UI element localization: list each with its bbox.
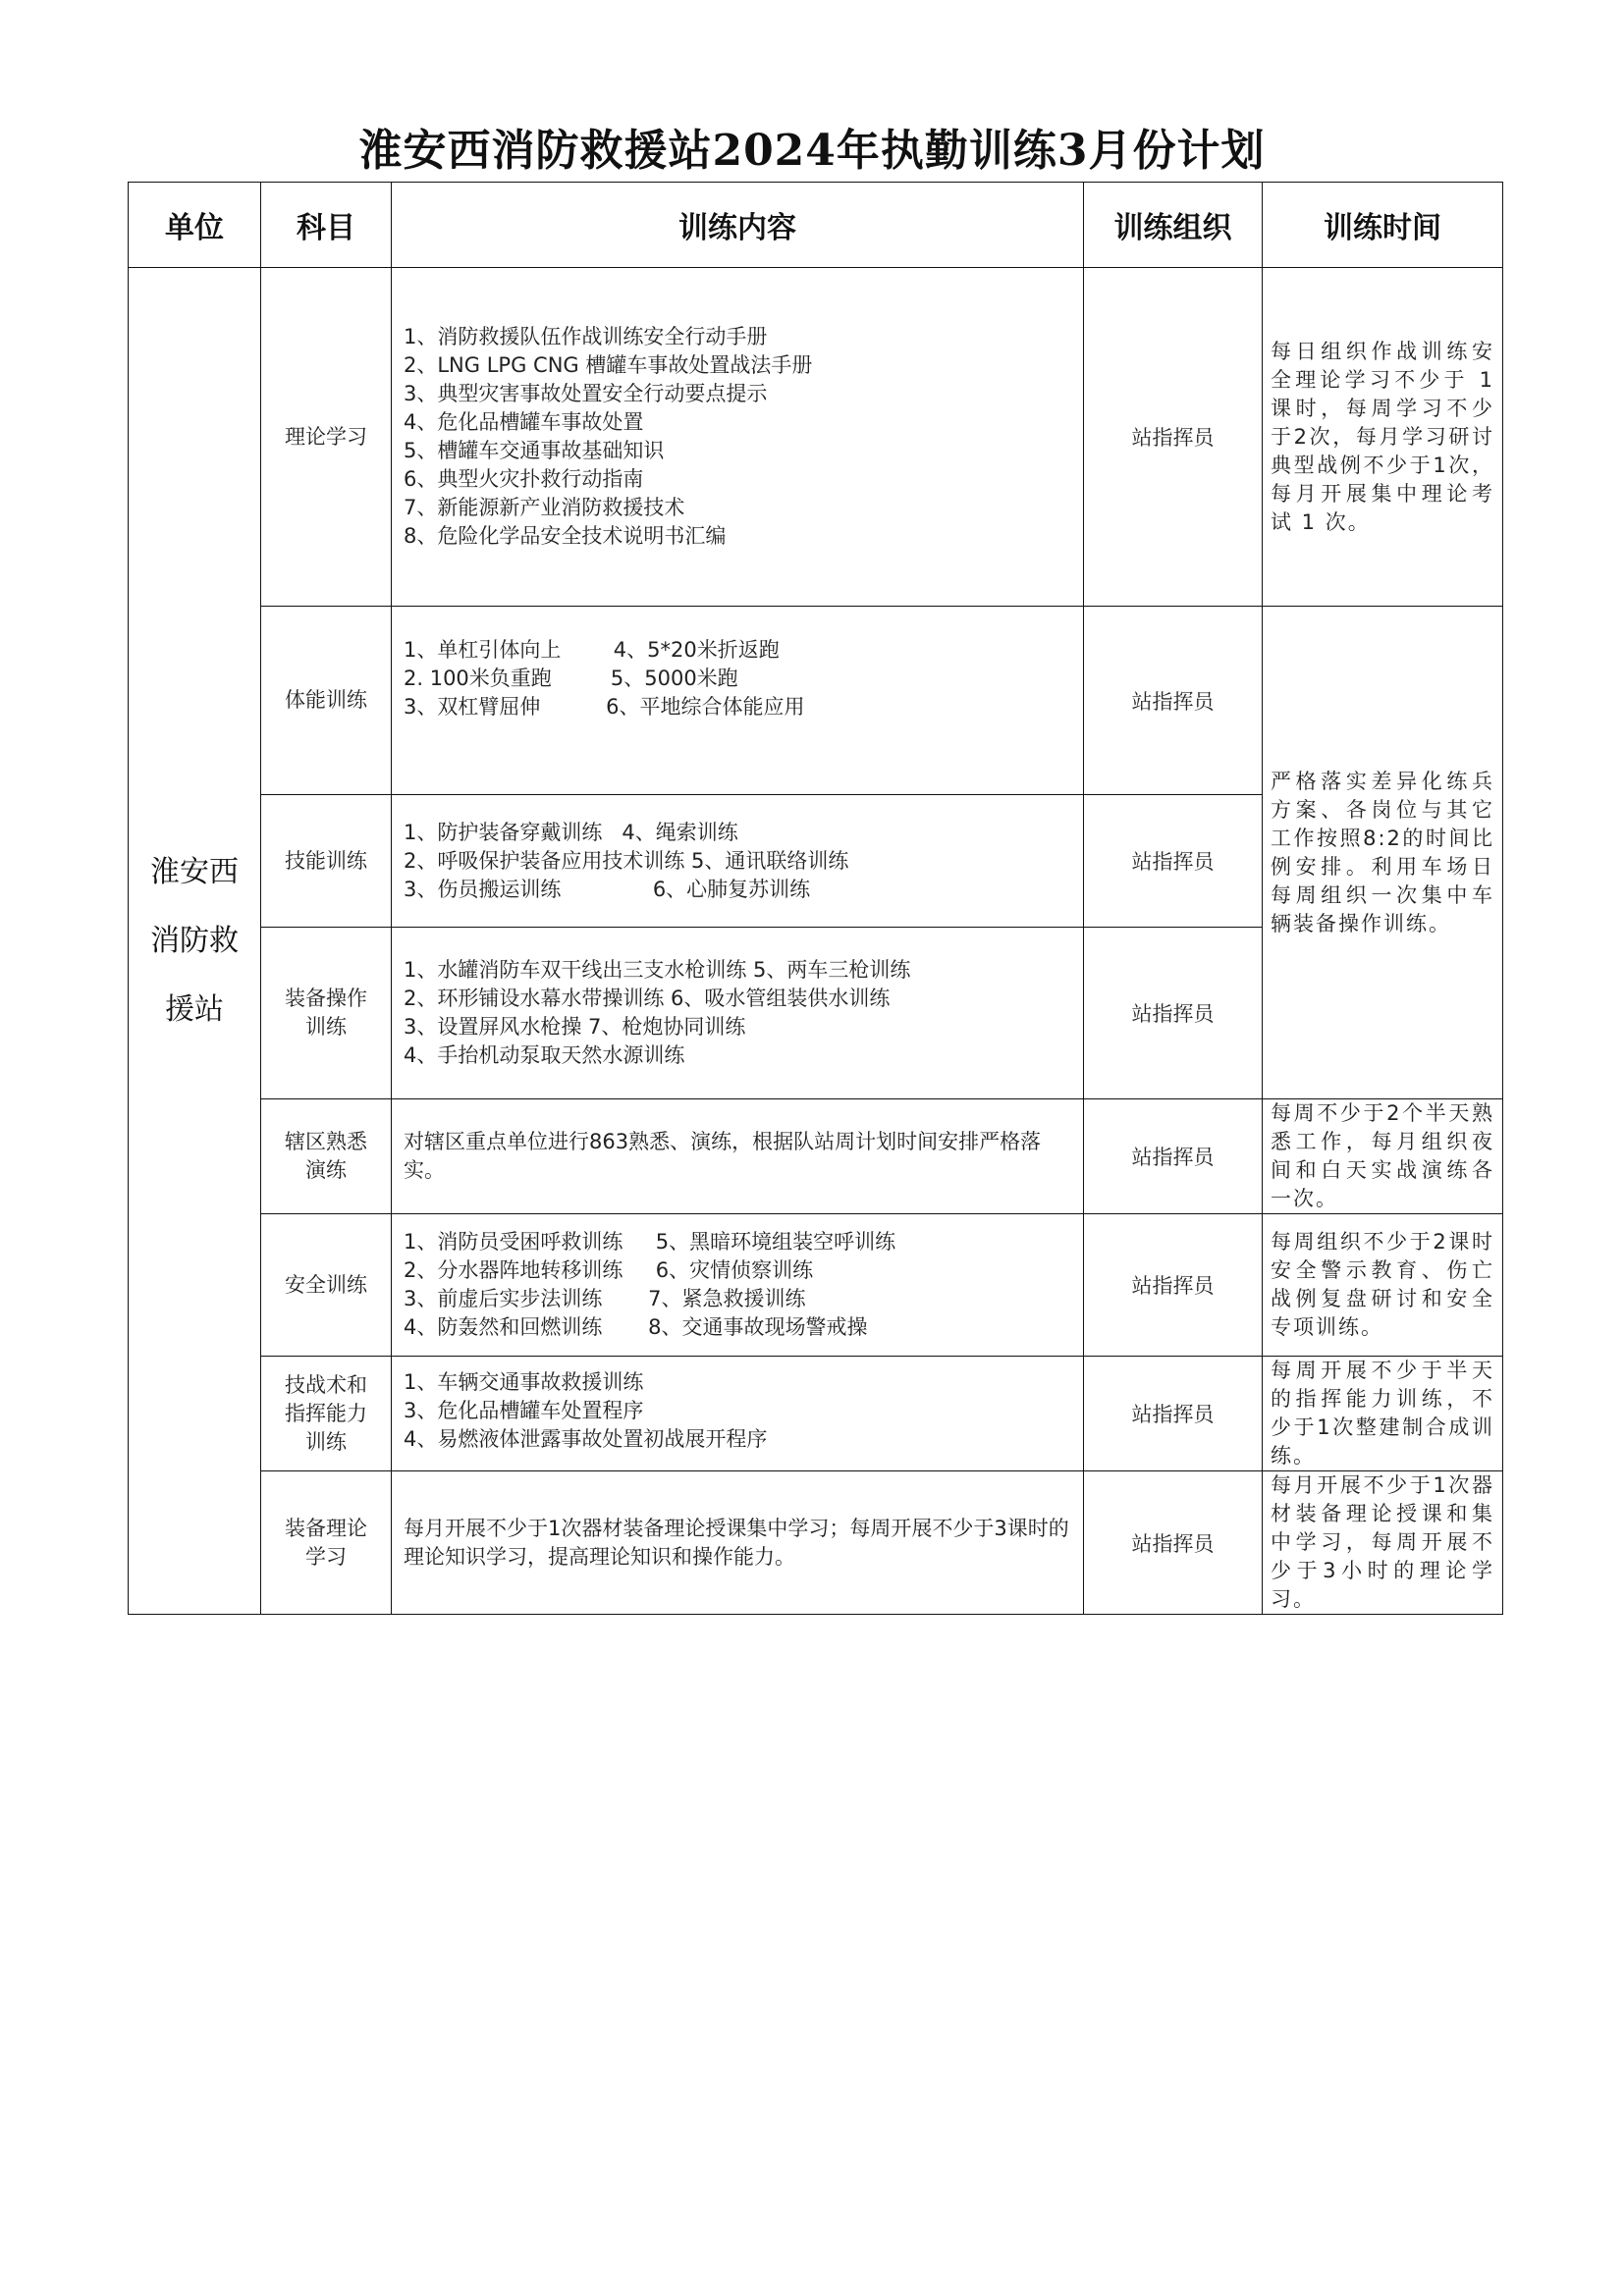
subject-cell bbox=[261, 1357, 392, 1471]
content-line: 对辖区重点单位进行863熟悉、演练，根据队站周计划时间安排严格落实。 bbox=[404, 1130, 1042, 1182]
subject-cell: 安全训练 bbox=[261, 1214, 392, 1357]
unit-cell bbox=[129, 268, 261, 1615]
content-cell bbox=[392, 1357, 1084, 1471]
content-line: 1、车辆交通事故救援训练 bbox=[404, 1370, 644, 1394]
content-line: 2、LNG LPG CNG 槽罐车事故处置战法手册 bbox=[404, 353, 813, 377]
header-time: 训练时间 bbox=[1263, 183, 1503, 268]
subject-label: 装备操作训练 bbox=[285, 987, 367, 1039]
content-line: 1、消防员受困呼救训练 5、黑暗环境组装空呼训练 bbox=[404, 1230, 896, 1254]
subject-cell: 技能训练 bbox=[261, 795, 392, 928]
content-line: 2、呼吸保护装备应用技术训练 5、通讯联络训练 bbox=[404, 848, 849, 873]
content-line: 3、双杠臂屈伸 6、平地综合体能应用 bbox=[404, 695, 805, 719]
table-row bbox=[129, 1357, 1503, 1471]
organization-cell: 站指挥员 bbox=[1084, 1214, 1263, 1357]
subject-cell bbox=[261, 1099, 392, 1214]
table-row bbox=[129, 1471, 1503, 1615]
content-cell bbox=[392, 268, 1084, 607]
content-line: 4、防轰然和回燃训练 8、交通事故现场警戒操 bbox=[404, 1315, 868, 1339]
content-line: 3、伤员搬运训练 6、心肺复苏训练 bbox=[404, 877, 811, 901]
header-content: 训练内容 bbox=[392, 183, 1084, 268]
content-line: 1、消防救援队伍作战训练安全行动手册 bbox=[404, 325, 768, 348]
organization-cell: 站指挥员 bbox=[1084, 1471, 1263, 1615]
content-line: 8、危险化学品安全技术说明书汇编 bbox=[404, 524, 727, 548]
document-title: 淮安西消防救援站2024年执勤训练3月份计划 bbox=[358, 126, 1266, 176]
content-line: 1、防护装备穿戴训练 4、绳索训练 bbox=[404, 820, 738, 844]
content-line: 4、危化品槽罐车事故处置 bbox=[404, 410, 644, 434]
subject-label: 技战术和指挥能力训练 bbox=[285, 1372, 367, 1454]
content-line: 3、典型灾害事故处置安全行动要点提示 bbox=[404, 382, 768, 405]
content-line: 4、手抬机动泵取天然水源训练 bbox=[404, 1043, 685, 1067]
subject-cell bbox=[261, 928, 392, 1099]
subject-cell: 体能训练 bbox=[261, 607, 392, 795]
training-plan-table bbox=[128, 182, 1503, 1615]
table-row bbox=[129, 607, 1503, 795]
unit-line: 消防救 bbox=[150, 923, 239, 958]
unit-line: 援站 bbox=[165, 991, 224, 1027]
content-cell bbox=[392, 795, 1084, 928]
time-cell: 每月开展不少于1次器材装备理论授课和集中学习，每周开展不少于3小时的理论学习。 bbox=[1263, 1471, 1503, 1615]
subject-label: 辖区熟悉演练 bbox=[285, 1130, 367, 1182]
content-line: 2、分水器阵地转移训练 6、灾情侦察训练 bbox=[404, 1258, 814, 1282]
header-subject: 科目 bbox=[261, 183, 392, 268]
subject-cell: 理论学习 bbox=[261, 268, 392, 607]
organization-cell: 站指挥员 bbox=[1084, 928, 1263, 1099]
organization-cell: 站指挥员 bbox=[1084, 1357, 1263, 1471]
content-line: 1、单杠引体向上 4、5*20米折返跑 bbox=[404, 638, 780, 662]
organization-cell: 站指挥员 bbox=[1084, 268, 1263, 607]
time-cell: 严格落实差异化练兵方案、各岗位与其它工作按照8:2的时间比例安排。利用车场日每周组织一次集中车辆装备操作训练。 bbox=[1263, 607, 1503, 1099]
time-cell: 每周开展不少于半天的指挥能力训练，不少于1次整建制合成训练。 bbox=[1263, 1357, 1503, 1471]
subject-label: 装备理论学习 bbox=[285, 1516, 367, 1569]
content-line: 3、危化品槽罐车处置程序 bbox=[404, 1399, 644, 1422]
content-line: 3、设置屏风水枪操 7、枪炮协同训练 bbox=[404, 1015, 746, 1039]
content-line: 每月开展不少于1次器材装备理论授课集中学习；每周开展不少于3课时的理论知识学习，提高理论知识和操作能力。 bbox=[404, 1516, 1069, 1569]
content-line: 6、典型火灾扑救行动指南 bbox=[404, 467, 644, 491]
table-row bbox=[129, 268, 1503, 607]
organization-cell: 站指挥员 bbox=[1084, 795, 1263, 928]
content-cell bbox=[392, 928, 1084, 1099]
unit-line: 淮安西 bbox=[150, 854, 239, 889]
content-line: 5、槽罐车交通事故基础知识 bbox=[404, 439, 665, 462]
content-cell bbox=[392, 607, 1084, 795]
table-row bbox=[129, 1099, 1503, 1214]
content-cell bbox=[392, 1471, 1084, 1615]
time-cell: 每周组织不少于2课时安全警示教育、伤亡战例复盘研讨和安全专项训练。 bbox=[1263, 1214, 1503, 1357]
organization-cell: 站指挥员 bbox=[1084, 1099, 1263, 1214]
content-cell bbox=[392, 1214, 1084, 1357]
time-cell: 每日组织作战训练安全理论学习不少于 1 课时，每周学习不少于2次，每月学习研讨典型战例不少于1次，每月开展集中理论考试 1 次。 bbox=[1263, 268, 1503, 607]
table-header-row bbox=[129, 183, 1503, 268]
content-line: 2. 100米负重跑 5、5000米跑 bbox=[404, 667, 738, 690]
content-line: 7、新能源新产业消防救援技术 bbox=[404, 496, 685, 519]
subject-cell bbox=[261, 1471, 392, 1615]
organization-cell: 站指挥员 bbox=[1084, 607, 1263, 795]
time-cell: 每周不少于2个半天熟悉工作，每月组织夜间和白天实战演练各一次。 bbox=[1263, 1099, 1503, 1214]
table-row bbox=[129, 1214, 1503, 1357]
content-line: 2、环形铺设水幕水带操训练 6、吸水管组装供水训练 bbox=[404, 987, 891, 1010]
content-cell bbox=[392, 1099, 1084, 1214]
content-line: 1、水罐消防车双干线出三支水枪训练 5、两车三枪训练 bbox=[404, 958, 911, 982]
content-line: 3、前虚后实步法训练 7、紧急救援训练 bbox=[404, 1287, 806, 1310]
header-organization: 训练组织 bbox=[1084, 183, 1263, 268]
header-unit: 单位 bbox=[129, 183, 261, 268]
content-line: 4、易燃液体泄露事故处置初战展开程序 bbox=[404, 1427, 768, 1451]
